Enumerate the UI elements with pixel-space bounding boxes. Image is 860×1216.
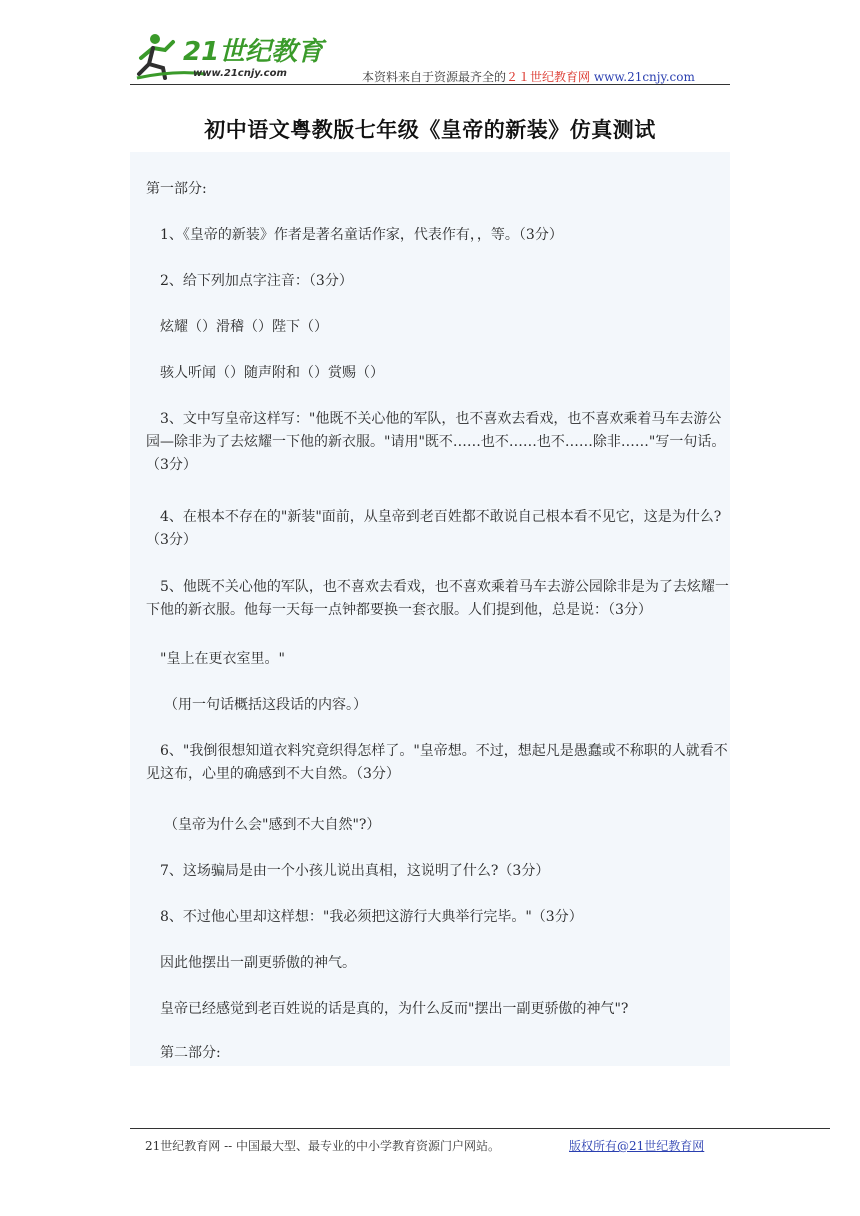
logo-url: www.21cnjy.com: [193, 68, 287, 79]
question-6: 6、"我倒很想知道衣料究竟织得怎样了。"皇帝想。不过，想起凡是愚蠢或不称职的人就看不见这布，心里的确感到不大自然。（3分）: [146, 743, 728, 782]
footer-text: 21世纪教育网 -- 中国最大型、最专业的中小学教育资源门户网站。: [145, 1139, 501, 1153]
logo-21cnjy: [135, 30, 345, 82]
page-header: [0, 0, 860, 90]
footer-copyright-link[interactable]: 版权所有@21世纪教育网: [569, 1139, 705, 1153]
question-4: 4、在根本不存在的"新装"面前，从皇帝到老百姓都不敢说自己根本看不见它，这是为什么?（3分）: [146, 509, 722, 548]
section-heading-2: 第二部分:: [160, 1045, 221, 1061]
question-1: 1、《皇帝的新装》作者是著名童话作家，代表作有，，等。（3分）: [160, 227, 563, 243]
header-note: [362, 68, 695, 85]
question-6-prompt: （皇帝为什么会"感到不大自然"?）: [164, 817, 381, 833]
question-8-line-2: 皇帝已经感觉到老百姓说的话是真的，为什么反而"摆出一副更骄傲的神气"?: [160, 1001, 629, 1017]
content-area: [130, 152, 730, 1066]
question-5: 5、他既不关心他的军队，也不喜欢去看戏，也不喜欢乘着马车去游公园除非是为了去炫耀一下他的新衣服。他每一天每一点钟都要换一套衣服。人们提到他，总是说：（3分）: [146, 579, 729, 618]
question-5-quote: "皇上在更衣室里。": [160, 651, 285, 667]
question-7: 7、这场骗局是由一个小孩儿说出真相，这说明了什么?（3分）: [160, 863, 550, 879]
header-note-site: ２１世纪教育网: [506, 70, 591, 84]
header-note-url[interactable]: www.21cnjy.com: [593, 70, 695, 84]
question-8-line-1: 因此他摆出一副更骄傲的神气。: [160, 955, 356, 971]
question-5-prompt: （用一句话概括这段话的内容。）: [164, 697, 367, 713]
logo-wordmark: 21世纪教育: [183, 37, 324, 67]
question-2-line-1: 炫耀（）滑稽（）陛下（）: [160, 319, 328, 335]
question-3: 3、文中写皇帝这样写："他既不关心他的军队，也不喜欢去看戏，也不喜欢乘着马车去游公园—除非为了去炫耀一下他的新衣服。"请用"既不……也不……也不……除非……"写一句话。（3分）: [146, 411, 726, 473]
section-heading-1: 第一部分:: [146, 181, 207, 197]
question-2-line-2: 骇人听闻（）随声附和（）赏赐（）: [160, 365, 384, 381]
question-8: 8、不过他心里却这样想："我必须把这游行大典举行完毕。"（3分）: [160, 909, 583, 925]
document-title: 初中语文粤教版七年级《皇帝的新装》仿真测试: [204, 117, 656, 142]
header-note-prefix: 本资料来自于资源最齐全的: [362, 70, 507, 84]
question-2: 2、给下列加点字注音：（3分）: [160, 273, 353, 289]
header-divider: [130, 84, 730, 85]
footer-divider: [130, 1128, 830, 1129]
